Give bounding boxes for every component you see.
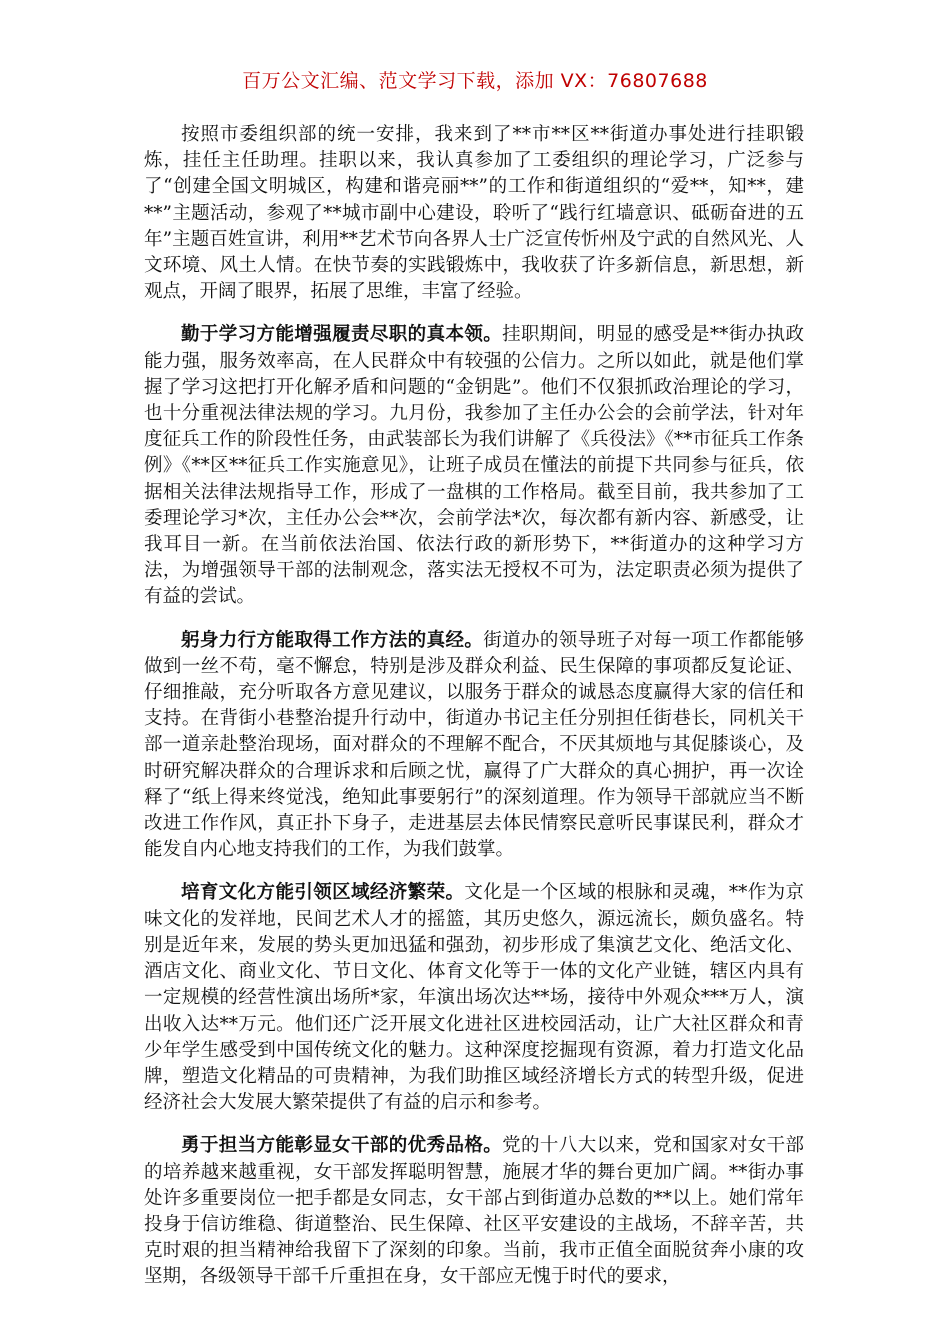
paragraph-practice — [144, 628, 804, 864]
paragraph-study — [144, 322, 804, 610]
paragraph-text: 街道办的领导班子对每一项工作都能够做到一丝不苟，毫不懈怠，特别是涉及群众利益、民生保障的事项都反复论证、仔细推敲，充分听取各方意见建议，以服务于群众的诚恳态度赢得大家的信任和支持。在背街小巷整治提升行动中，街道办书记主任分别担任街巷长，同机关干部一道亲赴整治现场，面对群众的不理解不配合，不厌其烦地与其促膝谈心，及时研究解决群众的合理诉求和后顾之忧，赢得了广大群众的真心拥护，再一次诠释了“纸上得来终觉浅，绝知此事要躬行”的深刻道理。作为领导干部就应当不断改进工作作风，真正扑下身子，走进基层去体民情察民意听民事谋民利，群众才能发自内心地支持我们的工作，为我们鼓掌。 — [144, 629, 804, 861]
document-body — [144, 122, 804, 1308]
paragraph-heading: 勤于学习方能增强履责尽职的真本领。 — [181, 324, 503, 346]
paragraph-culture — [144, 880, 804, 1116]
paragraph-intro — [144, 122, 804, 305]
paragraph-heading: 躬身力行方能取得工作方法的真经。 — [181, 629, 484, 651]
paragraph-heading: 培育文化方能引领区域经济繁荣。 — [181, 882, 465, 904]
paragraph-text: 挂职期间，明显的感受是**街办执政能力强，服务效率高，在人民群众中有较强的公信力。之所以如此，就是他们掌握了学习这把打开化解矛盾和问题的“金钥匙”。他们不仅狠抓政治理论的学习，也十分重视法律法规的学习。九月份，我参加了主任办公会的会前学法，针对年度征兵工作的阶段性任务，由武装部长为我们讲解了《兵役法》《**市征兵工作条例》《**区**征兵工作实施意见》，让班子成员在懂法的前提下共同参与征兵，依据相关法律法规指导工作，形成了一盘棋的工作格局。截至目前，我共参加了工委理论学习*次，主任办公会**次，会前学法*次，每次都有新内容、新感受，让我耳目一新。在当前依法治国、依法行政的新形势下，**街道办的这种学习方法，为增强领导干部的法制观念，落实法无授权不可为，法定职责必须为提供了有益的尝试。 — [144, 324, 804, 608]
paragraph-women-cadres — [144, 1133, 804, 1290]
download-notice-header: 百万公文汇编、范文学习下载，添加 VX：76807688 — [242, 70, 708, 92]
paragraph-text: 党的十八大以来，党和国家对女干部的培养越来越重视，女干部发挥聪明智慧，施展才华的舞台更加广阔。**街办事处许多重要岗位一把手都是女同志，女干部占到街道办总数的**以上。她们常年投身于信访维稳、街道整治、民生保障、社区平安建设的主战场，不辞辛苦，共克时艰的担当精神给我留下了深刻的印象。当前，我市正值全面脱贫奔小康的攻坚期，各级领导干部千斤重担在身，女干部应无愧于时代的要求， — [144, 1135, 804, 1288]
paragraph-heading: 勇于担当方能彰显女干部的优秀品格。 — [181, 1135, 503, 1157]
paragraph-text: 文化是一个区域的根脉和灵魂，**作为京味文化的发祥地，民间艺术人才的摇篮，其历史悠久，源远流长，颇负盛名。特别是近年来，发展的势头更加迅猛和强劲，初步形成了集演艺文化、绝活文化、酒店文化、商业文化、节日文化、体育文化等于一体的文化产业链，辖区内具有一定规模的经营性演出场所*家，年演出场次达**场，接待中外观众***万人，演出收入达**万元。他们还广泛开展文化进社区进校园活动，让广大社区群众和青少年学生感受到中国传统文化的魅力。这种深度挖掘现有资源，着力打造文化品牌，塑造文化精品的可贵精神，为我们助推区域经济增长方式的转型升级，促进经济社会大发展大繁荣提供了有益的启示和参考。 — [144, 882, 804, 1114]
paragraph-text: 按照市委组织部的统一安排，我来到了**市**区**街道办事处进行挂职锻炼，挂任主任助理。挂职以来，我认真参加了工委组织的理论学习，广泛参与了“创建全国文明城区，构建和谐亮丽**”的工作和街道组织的“爱**，知**，建**”主题活动，参观了**城市副中心建设，聆听了“践行红墙意识、砥砺奋进的五年”主题百姓宣讲，利用**艺术节向各界人士广泛宣传忻州及宁武的自然风光、人文环境、风土人情。在快节奏的实践锻炼中，我收获了许多新信息，新思想，新观点，开阔了眼界，拓展了思维，丰富了经验。 — [144, 124, 804, 303]
